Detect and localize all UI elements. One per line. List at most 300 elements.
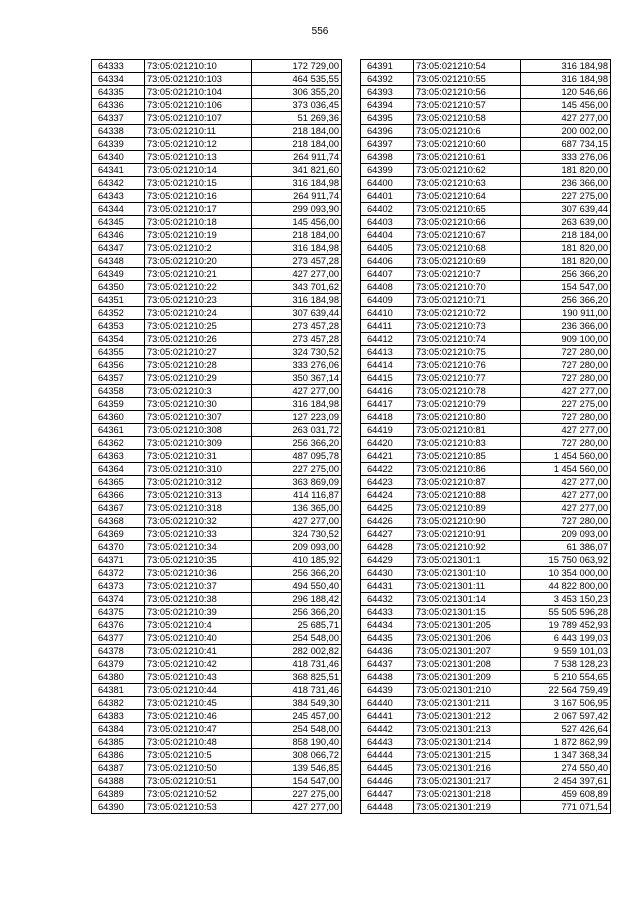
row-number-cell: 64391	[361, 60, 414, 73]
cadastral-number-cell: 73:05:021210:38	[145, 593, 252, 606]
row-number-cell: 64402	[361, 203, 414, 216]
value-cell: 236 366,00	[521, 177, 611, 190]
row-number-cell: 64342	[92, 177, 145, 190]
cadastral-number-cell: 73:05:021210:71	[414, 294, 521, 307]
cadastral-number-cell: 73:05:021301:10	[414, 567, 521, 580]
table-row	[92, 528, 342, 541]
registry-table-left	[91, 59, 342, 814]
row-number-cell: 64357	[92, 372, 145, 385]
value-cell: 154 547,00	[252, 775, 342, 788]
value-cell: 154 547,00	[521, 281, 611, 294]
value-cell: 427 277,00	[252, 801, 342, 814]
table-row	[361, 788, 611, 801]
row-number-cell: 64378	[92, 645, 145, 658]
cadastral-number-cell: 73:05:021301:212	[414, 710, 521, 723]
table-row	[361, 723, 611, 736]
table-row	[92, 346, 342, 359]
cadastral-number-cell: 73:05:021210:45	[145, 697, 252, 710]
value-cell: 190 911,00	[521, 307, 611, 320]
row-number-cell: 64370	[92, 541, 145, 554]
row-number-cell: 64432	[361, 593, 414, 606]
value-cell: 324 730,52	[252, 528, 342, 541]
table-row	[92, 593, 342, 606]
row-number-cell: 64364	[92, 463, 145, 476]
row-number-cell: 64393	[361, 86, 414, 99]
cadastral-number-cell: 73:05:021210:64	[414, 190, 521, 203]
table-row	[361, 736, 611, 749]
cadastral-number-cell: 73:05:021210:60	[414, 138, 521, 151]
table-row	[92, 385, 342, 398]
cadastral-number-cell: 73:05:021210:39	[145, 606, 252, 619]
row-number-cell: 64397	[361, 138, 414, 151]
row-number-cell: 64380	[92, 671, 145, 684]
cadastral-number-cell: 73:05:021210:307	[145, 411, 252, 424]
table-row	[361, 424, 611, 437]
row-number-cell: 64386	[92, 749, 145, 762]
value-cell: 1 454 560,00	[521, 463, 611, 476]
cadastral-number-cell: 73:05:021210:85	[414, 450, 521, 463]
row-number-cell: 64434	[361, 619, 414, 632]
row-number-cell: 64404	[361, 229, 414, 242]
cadastral-number-cell: 73:05:021210:19	[145, 229, 252, 242]
table-row	[361, 762, 611, 775]
cadastral-number-cell: 73:05:021301:206	[414, 632, 521, 645]
value-cell: 418 731,46	[252, 684, 342, 697]
row-number-cell: 64388	[92, 775, 145, 788]
row-number-cell: 64359	[92, 398, 145, 411]
value-cell: 256 366,20	[252, 437, 342, 450]
row-number-cell: 64361	[92, 424, 145, 437]
value-cell: 145 456,00	[252, 216, 342, 229]
row-number-cell: 64407	[361, 268, 414, 281]
row-number-cell: 64446	[361, 775, 414, 788]
table-row	[92, 710, 342, 723]
table-row	[92, 723, 342, 736]
row-number-cell: 64427	[361, 528, 414, 541]
table-row	[92, 372, 342, 385]
cadastral-number-cell: 73:05:021210:67	[414, 229, 521, 242]
row-number-cell: 64408	[361, 281, 414, 294]
table-row	[92, 788, 342, 801]
value-cell: 10 354 000,00	[521, 567, 611, 580]
value-cell: 771 071,54	[521, 801, 611, 814]
value-cell: 181 820,00	[521, 242, 611, 255]
row-number-cell: 64346	[92, 229, 145, 242]
value-cell: 264 911,74	[252, 190, 342, 203]
cadastral-number-cell: 73:05:021301:15	[414, 606, 521, 619]
cadastral-number-cell: 73:05:021210:309	[145, 437, 252, 450]
value-cell: 236 366,00	[521, 320, 611, 333]
table-row	[92, 138, 342, 151]
cadastral-number-cell: 73:05:021301:213	[414, 723, 521, 736]
value-cell: 145 456,00	[521, 99, 611, 112]
table-row	[92, 502, 342, 515]
value-cell: 218 184,00	[252, 229, 342, 242]
table-row	[92, 281, 342, 294]
cadastral-number-cell: 73:05:021210:312	[145, 476, 252, 489]
cadastral-number-cell: 73:05:021210:43	[145, 671, 252, 684]
value-cell: 227 275,00	[521, 190, 611, 203]
value-cell: 19 789 452,93	[521, 619, 611, 632]
table-row	[361, 294, 611, 307]
value-cell: 1 872 862,99	[521, 736, 611, 749]
value-cell: 727 280,00	[521, 437, 611, 450]
row-number-cell: 64433	[361, 606, 414, 619]
row-number-cell: 64415	[361, 372, 414, 385]
row-number-cell: 64398	[361, 151, 414, 164]
cadastral-number-cell: 73:05:021210:86	[414, 463, 521, 476]
value-cell: 256 366,20	[252, 567, 342, 580]
table-row	[92, 450, 342, 463]
row-number-cell: 64428	[361, 541, 414, 554]
cadastral-number-cell: 73:05:021210:6	[414, 125, 521, 138]
row-number-cell: 64420	[361, 437, 414, 450]
cadastral-number-cell: 73:05:021210:32	[145, 515, 252, 528]
value-cell: 15 750 063,92	[521, 554, 611, 567]
cadastral-number-cell: 73:05:021210:42	[145, 658, 252, 671]
value-cell: 282 002,82	[252, 645, 342, 658]
cadastral-number-cell: 73:05:021301:215	[414, 749, 521, 762]
row-number-cell: 64362	[92, 437, 145, 450]
row-number-cell: 64358	[92, 385, 145, 398]
table-row	[361, 710, 611, 723]
value-cell: 209 093,00	[252, 541, 342, 554]
table-row	[361, 346, 611, 359]
cadastral-number-cell: 73:05:021210:3	[145, 385, 252, 398]
table-row	[361, 307, 611, 320]
cadastral-number-cell: 73:05:021210:310	[145, 463, 252, 476]
table-row	[361, 450, 611, 463]
value-cell: 227 275,00	[252, 463, 342, 476]
cadastral-number-cell: 73:05:021210:27	[145, 346, 252, 359]
value-cell: 307 639,44	[252, 307, 342, 320]
row-number-cell: 64379	[92, 658, 145, 671]
row-number-cell: 64409	[361, 294, 414, 307]
row-number-cell: 64350	[92, 281, 145, 294]
cadastral-number-cell: 73:05:021210:24	[145, 307, 252, 320]
row-number-cell: 64387	[92, 762, 145, 775]
cadastral-number-cell: 73:05:021210:14	[145, 164, 252, 177]
cadastral-number-cell: 73:05:021210:68	[414, 242, 521, 255]
cadastral-number-cell: 73:05:021210:76	[414, 359, 521, 372]
table-row	[92, 684, 342, 697]
cadastral-number-cell: 73:05:021210:36	[145, 567, 252, 580]
row-number-cell: 64448	[361, 801, 414, 814]
cadastral-number-cell: 73:05:021210:52	[145, 788, 252, 801]
value-cell: 218 184,00	[252, 138, 342, 151]
value-cell: 6 443 199,03	[521, 632, 611, 645]
table-row	[92, 359, 342, 372]
cadastral-number-cell: 73:05:021210:30	[145, 398, 252, 411]
table-row	[92, 541, 342, 554]
cadastral-number-cell: 73:05:021210:20	[145, 255, 252, 268]
value-cell: 1 454 560,00	[521, 450, 611, 463]
row-number-cell: 64419	[361, 424, 414, 437]
value-cell: 1 347 368,34	[521, 749, 611, 762]
value-cell: 316 184,98	[521, 73, 611, 86]
row-number-cell: 64356	[92, 359, 145, 372]
row-number-cell: 64382	[92, 697, 145, 710]
value-cell: 3 453 150,23	[521, 593, 611, 606]
table-row	[92, 515, 342, 528]
table-row	[92, 775, 342, 788]
table-row	[361, 203, 611, 216]
cadastral-number-cell: 73:05:021210:37	[145, 580, 252, 593]
table-row	[361, 385, 611, 398]
table-row	[92, 437, 342, 450]
table-row	[92, 762, 342, 775]
table-row	[361, 749, 611, 762]
row-number-cell: 64400	[361, 177, 414, 190]
table-row	[92, 476, 342, 489]
cadastral-number-cell: 73:05:021301:14	[414, 593, 521, 606]
row-number-cell: 64401	[361, 190, 414, 203]
value-cell: 410 185,92	[252, 554, 342, 567]
cadastral-number-cell: 73:05:021210:22	[145, 281, 252, 294]
row-number-cell: 64425	[361, 502, 414, 515]
table-row	[361, 281, 611, 294]
value-cell: 25 685,71	[252, 619, 342, 632]
row-number-cell: 64354	[92, 333, 145, 346]
value-cell: 687 734,15	[521, 138, 611, 151]
table-row	[92, 658, 342, 671]
value-cell: 22 564 759,49	[521, 684, 611, 697]
value-cell: 350 367,14	[252, 372, 342, 385]
row-number-cell: 64403	[361, 216, 414, 229]
table-row	[92, 125, 342, 138]
value-cell: 51 269,36	[252, 112, 342, 125]
value-cell: 727 280,00	[521, 359, 611, 372]
table-row	[361, 177, 611, 190]
cadastral-number-cell: 73:05:021210:87	[414, 476, 521, 489]
value-cell: 3 167 506,95	[521, 697, 611, 710]
value-cell: 227 275,00	[252, 788, 342, 801]
value-cell: 306 355,20	[252, 86, 342, 99]
value-cell: 459 608,89	[521, 788, 611, 801]
row-number-cell: 64406	[361, 255, 414, 268]
cadastral-number-cell: 73:05:021210:12	[145, 138, 252, 151]
table-row	[92, 489, 342, 502]
value-cell: 427 277,00	[521, 424, 611, 437]
cadastral-number-cell: 73:05:021210:61	[414, 151, 521, 164]
row-number-cell: 64377	[92, 632, 145, 645]
cadastral-number-cell: 73:05:021210:58	[414, 112, 521, 125]
cadastral-number-cell: 73:05:021210:63	[414, 177, 521, 190]
table-row	[92, 398, 342, 411]
row-number-cell: 64352	[92, 307, 145, 320]
value-cell: 343 701,62	[252, 281, 342, 294]
cadastral-number-cell: 73:05:021210:57	[414, 99, 521, 112]
table-row	[361, 619, 611, 632]
table-row	[361, 515, 611, 528]
cadastral-number-cell: 73:05:021210:16	[145, 190, 252, 203]
value-cell: 427 277,00	[521, 476, 611, 489]
table-row	[92, 567, 342, 580]
table-row	[361, 437, 611, 450]
cadastral-number-cell: 73:05:021210:72	[414, 307, 521, 320]
cadastral-number-cell: 73:05:021210:75	[414, 346, 521, 359]
table-row	[361, 502, 611, 515]
table-row	[92, 697, 342, 710]
cadastral-number-cell: 73:05:021301:217	[414, 775, 521, 788]
table-row	[361, 73, 611, 86]
cadastral-number-cell: 73:05:021210:103	[145, 73, 252, 86]
value-cell: 299 093,90	[252, 203, 342, 216]
row-number-cell: 64413	[361, 346, 414, 359]
table-row	[361, 398, 611, 411]
row-number-cell: 64381	[92, 684, 145, 697]
row-number-cell: 64339	[92, 138, 145, 151]
row-number-cell: 64423	[361, 476, 414, 489]
table-row	[92, 580, 342, 593]
table-row	[92, 60, 342, 73]
row-number-cell: 64375	[92, 606, 145, 619]
value-cell: 341 821,60	[252, 164, 342, 177]
value-cell: 9 559 101,03	[521, 645, 611, 658]
cadastral-number-cell: 73:05:021210:47	[145, 723, 252, 736]
row-number-cell: 64368	[92, 515, 145, 528]
table-row	[361, 164, 611, 177]
table-row	[361, 190, 611, 203]
row-number-cell: 64389	[92, 788, 145, 801]
cadastral-number-cell: 73:05:021210:80	[414, 411, 521, 424]
value-cell: 427 277,00	[521, 489, 611, 502]
row-number-cell: 64341	[92, 164, 145, 177]
value-cell: 373 036,45	[252, 99, 342, 112]
cadastral-number-cell: 73:05:021210:69	[414, 255, 521, 268]
table-row	[361, 125, 611, 138]
row-number-cell: 64424	[361, 489, 414, 502]
row-number-cell: 64440	[361, 697, 414, 710]
cadastral-number-cell: 73:05:021301:208	[414, 658, 521, 671]
row-number-cell: 64366	[92, 489, 145, 502]
table-row	[361, 60, 611, 73]
value-cell: 909 100,00	[521, 333, 611, 346]
value-cell: 256 366,20	[521, 268, 611, 281]
row-number-cell: 64336	[92, 99, 145, 112]
table-row	[361, 99, 611, 112]
cadastral-number-cell: 73:05:021210:48	[145, 736, 252, 749]
value-cell: 427 277,00	[521, 385, 611, 398]
row-number-cell: 64344	[92, 203, 145, 216]
cadastral-number-cell: 73:05:021301:218	[414, 788, 521, 801]
value-cell: 55 505 596,28	[521, 606, 611, 619]
cadastral-number-cell: 73:05:021210:23	[145, 294, 252, 307]
table-row	[361, 333, 611, 346]
value-cell: 316 184,98	[252, 177, 342, 190]
cadastral-number-cell: 73:05:021210:308	[145, 424, 252, 437]
row-number-cell: 64347	[92, 242, 145, 255]
row-number-cell: 64392	[361, 73, 414, 86]
value-cell: 200 002,00	[521, 125, 611, 138]
value-cell: 296 188,42	[252, 593, 342, 606]
row-number-cell: 64394	[361, 99, 414, 112]
value-cell: 727 280,00	[521, 515, 611, 528]
row-number-cell: 64351	[92, 294, 145, 307]
row-number-cell: 64437	[361, 658, 414, 671]
row-number-cell: 64365	[92, 476, 145, 489]
table-row	[92, 645, 342, 658]
cadastral-number-cell: 73:05:021210:44	[145, 684, 252, 697]
value-cell: 384 549,30	[252, 697, 342, 710]
row-number-cell: 64349	[92, 268, 145, 281]
cadastral-number-cell: 73:05:021301:207	[414, 645, 521, 658]
value-cell: 209 093,00	[521, 528, 611, 541]
value-cell: 120 546,66	[521, 86, 611, 99]
value-cell: 61 386,07	[521, 541, 611, 554]
table-row	[361, 320, 611, 333]
cadastral-number-cell: 73:05:021210:10	[145, 60, 252, 73]
value-cell: 418 731,46	[252, 658, 342, 671]
cadastral-number-cell: 73:05:021210:46	[145, 710, 252, 723]
table-row	[361, 411, 611, 424]
table-row	[92, 112, 342, 125]
cadastral-number-cell: 73:05:021301:209	[414, 671, 521, 684]
table-row	[92, 411, 342, 424]
table-row	[361, 684, 611, 697]
row-number-cell: 64343	[92, 190, 145, 203]
row-number-cell: 64340	[92, 151, 145, 164]
cadastral-number-cell: 73:05:021301:211	[414, 697, 521, 710]
row-number-cell: 64385	[92, 736, 145, 749]
value-cell: 727 280,00	[521, 372, 611, 385]
table-row	[361, 528, 611, 541]
table-row	[92, 736, 342, 749]
row-number-cell: 64363	[92, 450, 145, 463]
cadastral-number-cell: 73:05:021210:104	[145, 86, 252, 99]
row-number-cell: 64374	[92, 593, 145, 606]
table-row	[92, 73, 342, 86]
value-cell: 427 277,00	[252, 268, 342, 281]
cadastral-number-cell: 73:05:021301:205	[414, 619, 521, 632]
table-row	[361, 372, 611, 385]
value-cell: 218 184,00	[252, 125, 342, 138]
table-row	[361, 567, 611, 580]
table-row	[361, 216, 611, 229]
value-cell: 324 730,52	[252, 346, 342, 359]
value-cell: 414 116,87	[252, 489, 342, 502]
value-cell: 227 275,00	[521, 398, 611, 411]
table-row	[92, 268, 342, 281]
value-cell: 254 548,00	[252, 723, 342, 736]
cadastral-number-cell: 73:05:021210:78	[414, 385, 521, 398]
row-number-cell: 64430	[361, 567, 414, 580]
value-cell: 316 184,98	[252, 242, 342, 255]
table-row	[361, 645, 611, 658]
row-number-cell: 64348	[92, 255, 145, 268]
cadastral-number-cell: 73:05:021210:51	[145, 775, 252, 788]
row-number-cell: 64414	[361, 359, 414, 372]
cadastral-number-cell: 73:05:021210:26	[145, 333, 252, 346]
value-cell: 263 031,72	[252, 424, 342, 437]
value-cell: 256 366,20	[521, 294, 611, 307]
row-number-cell: 64337	[92, 112, 145, 125]
cadastral-number-cell: 73:05:021210:11	[145, 125, 252, 138]
row-number-cell: 64410	[361, 307, 414, 320]
row-number-cell: 64426	[361, 515, 414, 528]
row-number-cell: 64421	[361, 450, 414, 463]
row-number-cell: 64355	[92, 346, 145, 359]
cadastral-number-cell: 73:05:021301:210	[414, 684, 521, 697]
row-number-cell: 64367	[92, 502, 145, 515]
cadastral-number-cell: 73:05:021301:11	[414, 580, 521, 593]
table-row	[92, 99, 342, 112]
row-number-cell: 64334	[92, 73, 145, 86]
cadastral-number-cell: 73:05:021210:17	[145, 203, 252, 216]
cadastral-number-cell: 73:05:021210:15	[145, 177, 252, 190]
table-row	[92, 619, 342, 632]
cadastral-number-cell: 73:05:021210:74	[414, 333, 521, 346]
